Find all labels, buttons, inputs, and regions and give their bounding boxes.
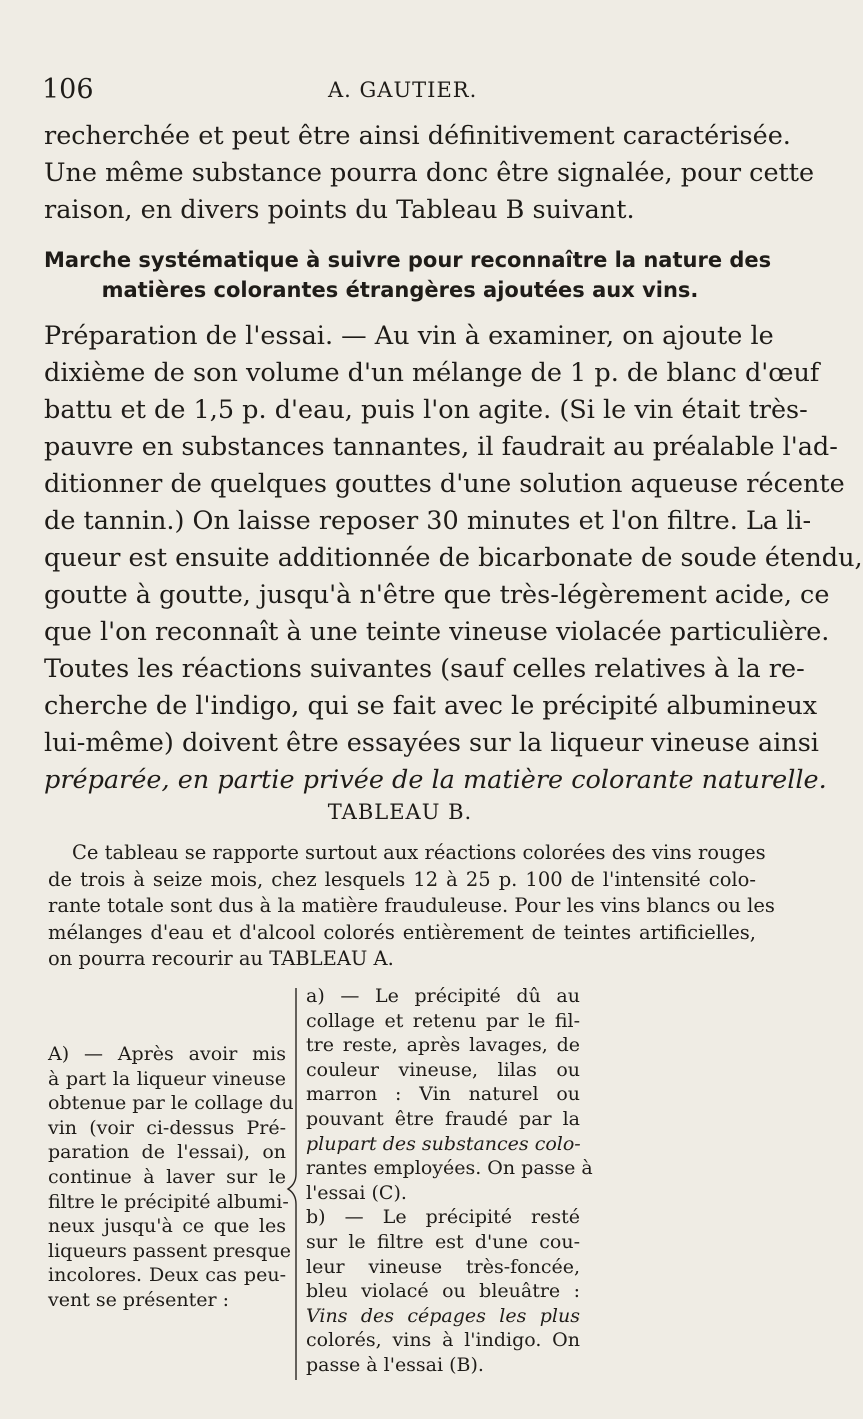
left-column-line: incolores. Deux cas peu-: [48, 1264, 286, 1287]
paragraph-line: pauvre en substances tannantes, il faudrait au préalable l'ad-: [44, 432, 838, 462]
preparation-paragraph: [44, 318, 863, 799]
right-column-line: plupart des substances colo-: [306, 1132, 581, 1155]
running-head: A. GAUTIER.: [328, 78, 478, 102]
right-column-line: marron : Vin naturel ou: [306, 1083, 580, 1106]
intro-line: Une même substance pourra donc être signalée, pour cette: [44, 158, 815, 188]
left-column-line: obtenue par le collage du: [48, 1092, 294, 1115]
intro-text: [44, 118, 815, 229]
paragraph-line: goutte à goutte, jusqu'à n'être que très-légèrement acide, ce: [44, 580, 830, 610]
left-column-line: vent se présenter :: [48, 1288, 230, 1311]
paragraph-line: de tannin.) On laisse reposer 30 minutes et l'on filtre. La li-: [44, 506, 812, 536]
paragraph-line: queur est ensuite additionnée de bicarbonate de soude étendu,: [44, 543, 863, 573]
paragraph-line: préparée, en partie privée de la matière colorante naturelle.: [44, 765, 827, 795]
paragraph-line: battu et de 1,5 p. d'eau, puis l'on agite. (Si le vin était très-: [44, 395, 808, 425]
table-brace: [284, 984, 304, 1384]
page-number: 106: [42, 74, 94, 105]
paragraph-line: dixième de son volume d'un mélange de 1 p. de blanc d'œuf: [44, 358, 820, 388]
table-note-line: rante totale sont dus à la matière frauduleuse. Pour les vins blancs ou les: [48, 894, 775, 917]
left-column-line: à part la liqueur vineuse: [48, 1067, 286, 1090]
left-column-line: filtre le précipité albumi-: [48, 1190, 289, 1213]
table-note-line: de trois à seize mois, chez lesquels 12 à 25 p. 100 de l'intensité colo-: [48, 867, 756, 891]
table-note-line: on pourra recourir au TABLEAU A.: [48, 947, 394, 970]
paragraph-line: cherche de l'indigo, qui se fait avec le précipité albumineux: [44, 691, 818, 721]
table-right-column: [306, 984, 593, 1378]
table-note-line: mélanges d'eau et d'alcool colorés entièrement de teintes artificielles,: [48, 920, 756, 944]
right-column-line: tre reste, après lavages, de: [306, 1034, 580, 1057]
table-title: TABLEAU B.: [327, 800, 473, 824]
right-column-line: l'essai (C).: [306, 1181, 407, 1204]
intro-line: recherchée et peut être ainsi définitivement caractérisée.: [44, 121, 791, 151]
section-heading-line: matières colorantes étrangères ajoutées aux vins.: [101, 278, 699, 302]
section-heading-line: Marche systématique à suivre pour reconnaître la nature des: [44, 248, 772, 272]
right-column-line: collage et retenu par le fil-: [306, 1009, 580, 1032]
right-column-line: sur le filtre est d'une cou-: [306, 1230, 580, 1253]
left-column-line: continue à laver sur le: [48, 1165, 286, 1188]
right-column-line: couleur vineuse, lilas ou: [306, 1058, 580, 1081]
right-column-line: Vins des cépages les plus: [306, 1304, 580, 1327]
right-column-line: pouvant être fraudé par la: [306, 1107, 580, 1130]
table-note: [48, 840, 775, 973]
right-column-line: leur vineuse très-foncée,: [306, 1255, 580, 1278]
right-column-line: bleu violacé ou bleuâtre :: [306, 1280, 580, 1303]
left-column-line: liqueurs passent presque: [48, 1239, 291, 1262]
left-column-line: A) — Après avoir mis: [48, 1043, 286, 1065]
left-column-line: neux jusqu'à ce que les: [48, 1215, 286, 1238]
left-column-line: paration de l'essai), on: [48, 1141, 286, 1164]
right-column-line: rantes employées. On passe à: [306, 1157, 593, 1180]
right-column-line: b) — Le précipité resté: [306, 1206, 580, 1229]
right-column-line: passe à l'essai (B).: [306, 1353, 484, 1376]
section-heading: [44, 245, 772, 305]
table-left-column: [48, 1042, 294, 1313]
paragraph-line: que l'on reconnaît à une teinte vineuse violacée particulière.: [44, 617, 830, 647]
page-header: [42, 74, 758, 114]
left-column-line: vin (voir ci-dessus Pré-: [48, 1116, 286, 1139]
paragraph-line: ditionner de quelques gouttes d'une solution aqueuse récente: [44, 469, 845, 499]
right-column-line: colorés, vins à l'indigo. On: [306, 1329, 580, 1352]
right-column-line: a) — Le précipité dû au: [306, 985, 580, 1007]
intro-line: raison, en divers points du Tableau B suivant.: [44, 195, 635, 225]
paragraph-line: Préparation de l'essai. — Au vin à examiner, on ajoute le: [44, 321, 774, 351]
paragraph-line: Toutes les réactions suivantes (sauf celles relatives à la re-: [44, 654, 805, 684]
paragraph-line: lui-même) doivent être essayées sur la liqueur vineuse ainsi: [44, 728, 819, 758]
table-note-line: Ce tableau se rapporte surtout aux réactions colorées des vins rouges: [72, 841, 766, 864]
